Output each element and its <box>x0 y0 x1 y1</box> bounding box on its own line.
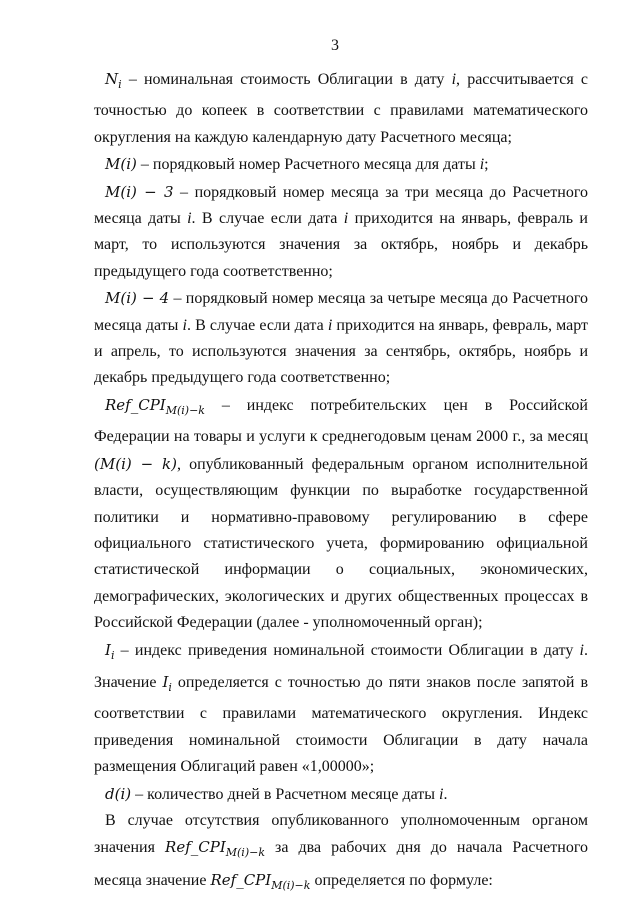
symbol-ref-cpi-second: Ref_CPI <box>210 870 272 889</box>
page-number: 3 <box>331 37 339 54</box>
symbol-ref-cpi-subscript: M(i)−k <box>165 403 205 417</box>
paragraph-text: – порядковый номер Расчетного месяца для даты <box>136 156 480 174</box>
paragraph-text-end: определяется с точностью до пяти знаков после запятой в соответствии с правилами математического округления. Индекс приведения номинальной стоимости Облигации в дату начала размещения Облигаций равен «1,00000»; <box>94 673 588 776</box>
paragraph-text: – индекс потребительских цен в Российской Федерации на товары и услуги к среднегодовым ценам 2000 г., за месяц <box>94 396 588 446</box>
symbol-n-subscript: i <box>118 78 122 91</box>
paragraph-month-minus-three <box>94 179 588 286</box>
symbol-ref-cpi: Ref_CPI <box>105 395 166 414</box>
symbol-i: I <box>105 640 111 659</box>
variable-i: i <box>479 156 485 174</box>
symbol-i-second-subscript: i <box>168 680 172 694</box>
formula-m-i-minus-3: M(i) − 3 <box>105 182 174 201</box>
variable-i: i <box>451 71 457 88</box>
paragraph-indexation-factor <box>94 637 588 781</box>
paragraph-text-end: определяется по формуле: <box>310 871 493 889</box>
paragraph-text-continued: ; <box>484 156 489 174</box>
symbol-ref-cpi: Ref_CPI <box>165 838 226 857</box>
paragraph-text-continued: . <box>443 785 448 803</box>
paragraph-text-continued: , рассчитывается с точностью до копеек в соответствии с правилами математического округления на каждую календарную дату Расчетного месяца; <box>94 71 588 146</box>
symbol-n: N <box>105 70 119 88</box>
formula-m-i-minus-k: (M(i) − k) <box>94 454 177 473</box>
paragraph-text-continued: , опубликованный федеральным органом исполнительной власти, осуществляющим функции по выработке государственной политики и нормативно-правовому регулированию в сфере официального статистического учета, формированию официальной статистической информации о социальных, экономических, демографических, экологических и других общественных процессах в Российской Федерации (далее - уполномоченный орган); <box>94 455 588 632</box>
paragraph-text: – номинальная стоимость Облигации в дату <box>121 71 452 88</box>
paragraph-text-continued: . В случае если дата <box>187 316 328 334</box>
paragraph-text: – порядковый номер месяца за четыре месяца до Расчетного месяца даты <box>94 290 589 334</box>
paragraph-text-end: приходится на январь, февраль, март и апрель, то используются значения за сентябрь, октябрь, ноябрь и декабрь предыдущего года соответственно; <box>94 316 589 387</box>
paragraph-text: – индекс приведения номинальной стоимости Облигации в дату <box>114 641 580 659</box>
paragraph-days-count <box>94 781 588 808</box>
variable-i: i <box>439 785 444 803</box>
paragraph-text: В случае отсутствия опубликованного уполномоченным органом значения <box>94 811 588 857</box>
symbol-i-subscript: i <box>110 648 115 662</box>
variable-i: i <box>182 316 187 334</box>
formula-d-i: d(i) <box>105 784 132 803</box>
paragraph-month-number <box>94 151 588 178</box>
paragraph-text: – количество дней в Расчетном месяце даты <box>131 785 440 803</box>
paragraph-text: – порядковый номер месяца за три месяца до Расчетного месяца даты <box>94 183 588 228</box>
variable-i: i <box>579 641 584 659</box>
paragraph-text-continued: . Значение <box>94 641 588 691</box>
paragraph-missing-index-rule <box>94 808 588 899</box>
variable-i-second: i <box>343 210 349 228</box>
symbol-ref-cpi-subscript: M(i)−k <box>225 846 265 860</box>
paragraph-consumer-price-index <box>94 392 588 637</box>
paragraph-text-continued: . В случае если дата <box>191 210 344 228</box>
formula-m-i: M(i) <box>105 155 137 174</box>
variable-i-second: i <box>327 316 333 334</box>
paragraph-month-minus-four <box>94 285 588 392</box>
paragraph-nominal-value <box>94 66 588 151</box>
symbol-ref-cpi-second-subscript: M(i)−k <box>271 878 311 892</box>
symbol-i-second: I <box>162 672 169 691</box>
variable-i: i <box>187 210 192 228</box>
paragraph-text-continued: за два рабочих дня до начала Расчетного месяца значение <box>94 839 588 889</box>
formula-m-i-minus-4: M(i) − 4 <box>105 289 170 308</box>
paragraph-text-end: приходится на январь, февраль и март, то используются значения за октябрь, ноябрь и декабрь предыдущего года соответственно; <box>94 210 588 280</box>
